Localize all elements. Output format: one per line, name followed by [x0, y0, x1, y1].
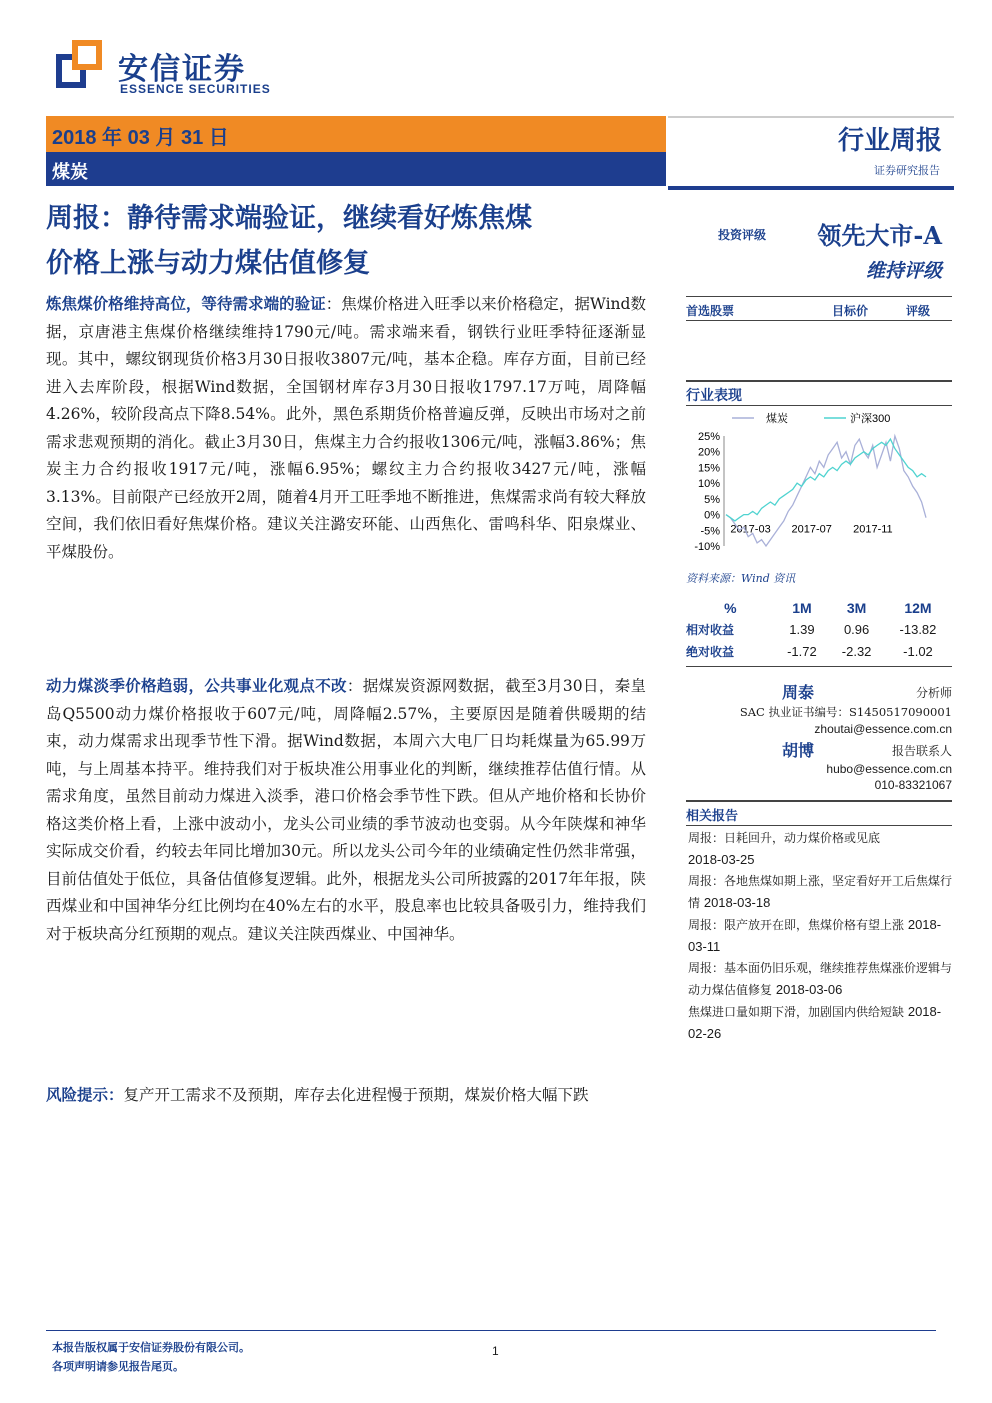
x-tick-label: 2017-03 [730, 523, 771, 536]
divider [686, 380, 952, 382]
stock-col-name: 首选股票 [686, 304, 735, 318]
rating-status: 维持评级 [865, 260, 942, 282]
series-line-1 [726, 439, 926, 521]
y-tick-label: -5% [700, 525, 720, 538]
row-label: 绝对收益 [686, 644, 735, 659]
related-item[interactable] [688, 1001, 952, 1045]
report-subtype: 证券研究报告 [874, 164, 940, 177]
related-text: 焦煤进口量如期下滑，加剧国内供给短缺 [688, 1005, 905, 1019]
page-title [46, 196, 666, 286]
stock-col-rating: 评级 [906, 304, 931, 318]
industry-performance-chart [684, 406, 952, 566]
divider [686, 825, 952, 826]
y-tick-label: 20% [697, 446, 720, 459]
related-item[interactable] [688, 871, 952, 914]
y-tick-label: 5% [704, 493, 720, 506]
section-lead: 动力煤淡季价格趋弱，公共事业化观点不改 [46, 676, 347, 695]
report-date: 2018 年 03 月 31 日 [52, 127, 229, 149]
title-line-1: 周报：静待需求端验证，继续看好炼焦煤 [46, 203, 532, 234]
performance-table [686, 598, 952, 662]
cell-12m: -13.82 [899, 621, 937, 637]
x-tick-label: 2017-11 [853, 523, 893, 536]
sector-bar [46, 152, 666, 186]
stock-table-header [686, 302, 952, 319]
related-item[interactable] [688, 914, 952, 958]
footer-line-2: 各项声明请参见报告尾页。 [52, 1360, 184, 1373]
table-header: 1M [792, 600, 812, 616]
contact-role: 报告联系人 [891, 744, 952, 758]
footer-divider [46, 1330, 936, 1331]
cell-3m: -2.32 [841, 643, 872, 659]
footer-line-1: 本报告版权属于安信证券股份有限公司。 [52, 1341, 250, 1354]
brand-name-cn: 安信证券 [118, 52, 246, 87]
table-row [686, 618, 952, 640]
related-text: 周报：日耗回升，动力煤价格或见底 [688, 831, 881, 845]
section-coking-coal [46, 290, 646, 566]
related-item[interactable] [688, 828, 952, 871]
cell-12m: -1.02 [903, 643, 933, 659]
x-tick-label: 2017-07 [791, 523, 832, 536]
page-number: 1 [492, 1344, 499, 1358]
related-date: 2018-03-06 [775, 982, 843, 997]
rating-label: 投资评级 [718, 228, 767, 242]
contact-name: 胡博 [782, 741, 815, 760]
section-lead: 炼焦煤价格维持高位，等待需求端的验证 [46, 294, 326, 313]
divider [668, 116, 954, 118]
divider [686, 666, 952, 667]
table-header-row [686, 598, 952, 618]
analyst-role: 分析师 [915, 686, 952, 700]
legend-label-coal: 煤炭 [766, 413, 788, 425]
sector-label: 煤炭 [52, 162, 88, 183]
brand-name-en: ESSENCE SECURITIES [120, 82, 271, 96]
related-date: 2018-03-11 [688, 917, 942, 954]
related-date: 2018-02-26 [688, 1004, 942, 1041]
section-lead: 风险提示： [46, 1085, 124, 1104]
cell-1m: 1.39 [789, 621, 815, 637]
section-body: 复产开工需求不及预期，库存去化进程慢于预期，煤炭价格大幅下跌 [123, 1086, 589, 1104]
y-tick-label: -10% [694, 541, 720, 553]
table-header: % [724, 600, 737, 616]
y-tick-label: 10% [697, 478, 720, 491]
related-text: 周报：基本面仍旧乐观，继续推荐焦煤涨价逻辑与动力煤估值修复 [688, 961, 953, 997]
chart-source: 资料来源：Wind 资讯 [686, 572, 796, 585]
analyst-card [686, 680, 952, 736]
contact-phone: 010-83321067 [874, 778, 952, 792]
section-body: ：据煤炭资源网数据，截至3月30日，秦皇岛Q5500动力煤价格报收于607元/吨，周降幅2.57%，主要原因是随着供暖期的结束，动力煤需求出现季节性下滑。据Wind数据，本周六大电厂日均耗煤量为65.99万吨，与上周基本持平。维持我们对于板块准公用事业化的判断，继续推荐估值行情。从需求角度，虽然目前动力煤进入淡季，港口价格会季节性下跌。但从产地价格和长协价格这类价格上看，上涨中波动小，龙头公司业绩的季节波动也变弱。从今年陕煤和神华实际成交价看，约较去年同比增加30元。所以龙头公司今年的业绩确定性仍然非常强，目前估值处于低位，具备估值修复逻辑。此外，根据龙头公司所披露的2017年年报，陕西煤业和中国神华分红比例均在40%左右的水平，股息率也比较具备吸引力，维持我们对于板块高分红预期的观点。建议关注陕西煤业、中国神华。 [46, 677, 646, 943]
brand-logo-icon [56, 40, 102, 88]
divider [668, 186, 954, 190]
y-tick-label: 0% [704, 509, 720, 522]
related-list [688, 828, 952, 1045]
table-header: 12M [904, 600, 932, 616]
report-type: 行业周报 [837, 126, 942, 156]
legend-label-hs300: 沪深300 [850, 413, 891, 425]
divider [686, 320, 952, 321]
row-label: 相对收益 [686, 622, 735, 637]
y-tick-label: 15% [697, 462, 720, 475]
performance-title: 行业表现 [686, 388, 742, 404]
related-text: 周报：限产放开在即，焦煤价格有望上涨 [688, 918, 905, 932]
cell-3m: 0.96 [843, 621, 870, 637]
related-date: 2018-03-18 [703, 895, 771, 910]
section-thermal-coal [46, 672, 646, 948]
related-date: 2018-03-25 [688, 852, 755, 867]
section-risk [46, 1081, 646, 1110]
stock-col-target: 目标价 [832, 304, 869, 318]
section-body: ：焦煤价格进入旺季以来价格稳定，据Wind数据，京唐港主焦煤价格继续维持1790元/吨。需求端来看，钢铁行业旺季特征逐渐显现。其中，螺纹钢现货价格3月30日报收3807元/吨，基本企稳。库存方面，目前已经进入去库阶段，根据Wind数据，全国钢材库存3月30日报收1797.17万吨，周降幅4.26%，较阶段高点下降8.54%。此外，黑色系期货价格普遍反弹，反映出市场对之前需求悲观预期的消化。截止3月30日，焦煤主力合约报收1306元/吨，涨幅3.86%；焦炭主力合约报收1917元/吨，涨幅6.95%；螺纹主力合约报收3427元/吨，涨幅3.13%。目前限产已经放开2周，随着4月开工旺季地不断推进，焦煤需求尚有较大释放空间，我们依旧看好焦煤价格。建议关注潞安环能、山西焦化、雷鸣科华、阳泉煤业、平煤股份。 [46, 295, 646, 561]
table-row [686, 640, 952, 662]
analyst-cert: SAC 执业证书编号：S1450517090001 [739, 705, 952, 719]
contact-email[interactable]: hubo@essence.com.cn [826, 762, 952, 776]
contact-card [686, 738, 952, 792]
title-line-2: 价格上涨与动力煤估值修复 [46, 248, 370, 279]
analyst-email[interactable]: zhoutai@essence.com.cn [814, 722, 952, 736]
related-item[interactable] [688, 958, 952, 1001]
analyst-name: 周泰 [782, 683, 815, 702]
divider [686, 800, 952, 802]
divider [686, 296, 952, 297]
footer-disclaimer [52, 1338, 250, 1376]
cell-1m: -1.72 [787, 643, 817, 659]
rating-value: 领先大市-A [817, 221, 942, 250]
table-header: 3M [846, 600, 867, 616]
y-tick-label: 25% [697, 431, 720, 443]
related-title: 相关报告 [686, 809, 739, 824]
related-text: 周报：各地焦煤如期上涨，坚定看好开工后焦煤行情 [688, 874, 953, 910]
